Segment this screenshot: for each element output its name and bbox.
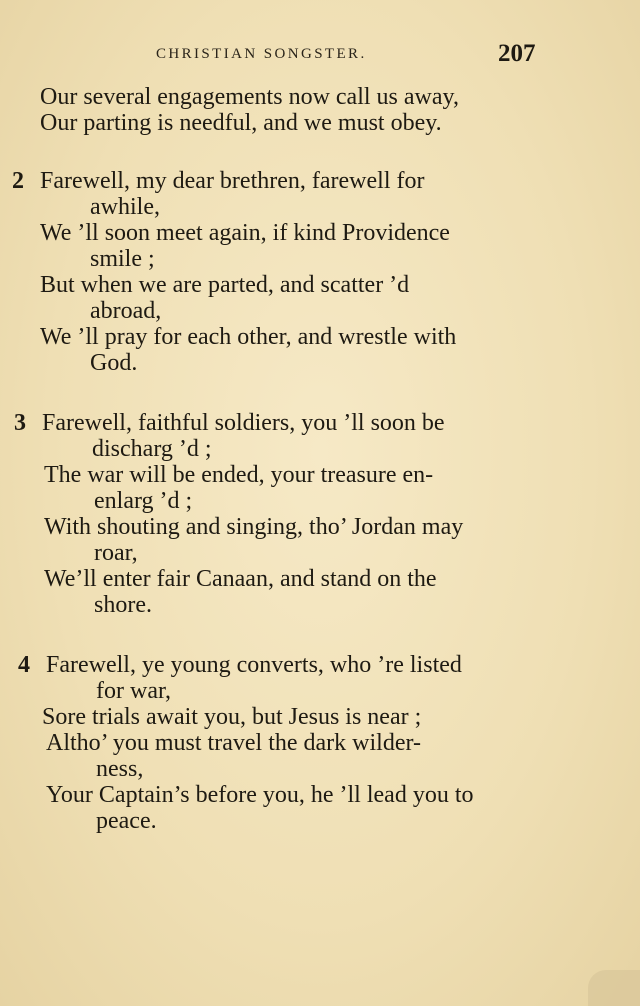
stanza-line: We ’ll soon meet again, if kind Providence [40, 220, 450, 246]
stanza-line: discharg ’d ; [92, 436, 212, 462]
stanza-line: abroad, [90, 298, 162, 324]
stanza-line: Altho’ you must travel the dark wilder- [46, 730, 421, 756]
stanza-line: enlarg ’d ; [94, 488, 193, 514]
stanza-line: But when we are parted, and scatter ’d [40, 272, 410, 298]
stanza-line: We’ll enter fair Canaan, and stand on the [44, 566, 437, 592]
running-head [0, 40, 640, 80]
stanza-line: With shouting and singing, tho’ Jordan may [44, 514, 464, 540]
intro-line-2: Our parting is needful, and we must obey. [40, 110, 442, 136]
stanza-number: 4 [18, 652, 30, 678]
stanza-line: for war, [96, 678, 171, 704]
running-head-title: CHRISTIAN SONGSTER. [156, 46, 367, 62]
stanza-line: peace. [96, 808, 157, 834]
stanza-line: Farewell, faithful soldiers, you ’ll soon be [42, 410, 445, 436]
stanza-line: Your Captain’s before you, he ’ll lead you to [46, 782, 474, 808]
stanza-line: We ’ll pray for each other, and wrestle with [40, 324, 457, 350]
stanza-line: roar, [94, 540, 138, 566]
page-corner-wear [588, 970, 640, 1006]
stanza-line: God. [90, 350, 138, 376]
stanza-line: shore. [94, 592, 152, 618]
stanza-number: 3 [14, 410, 26, 436]
stanza-line: Sore trials await you, but Jesus is near ; [42, 704, 422, 730]
stanza-line: ness, [96, 756, 144, 782]
page-number: 207 [498, 40, 536, 67]
stanza-line: Farewell, ye young converts, who ’re listed [46, 652, 462, 678]
stanza-line: awhile, [90, 194, 160, 220]
stanza-line: The war will be ended, your treasure en- [44, 462, 434, 488]
intro-line-1: Our several engagements now call us away, [40, 84, 459, 110]
stanza-line: Farewell, my dear brethren, farewell for [40, 168, 425, 194]
stanza-number: 2 [12, 168, 24, 194]
stanza-line: smile ; [90, 246, 155, 272]
